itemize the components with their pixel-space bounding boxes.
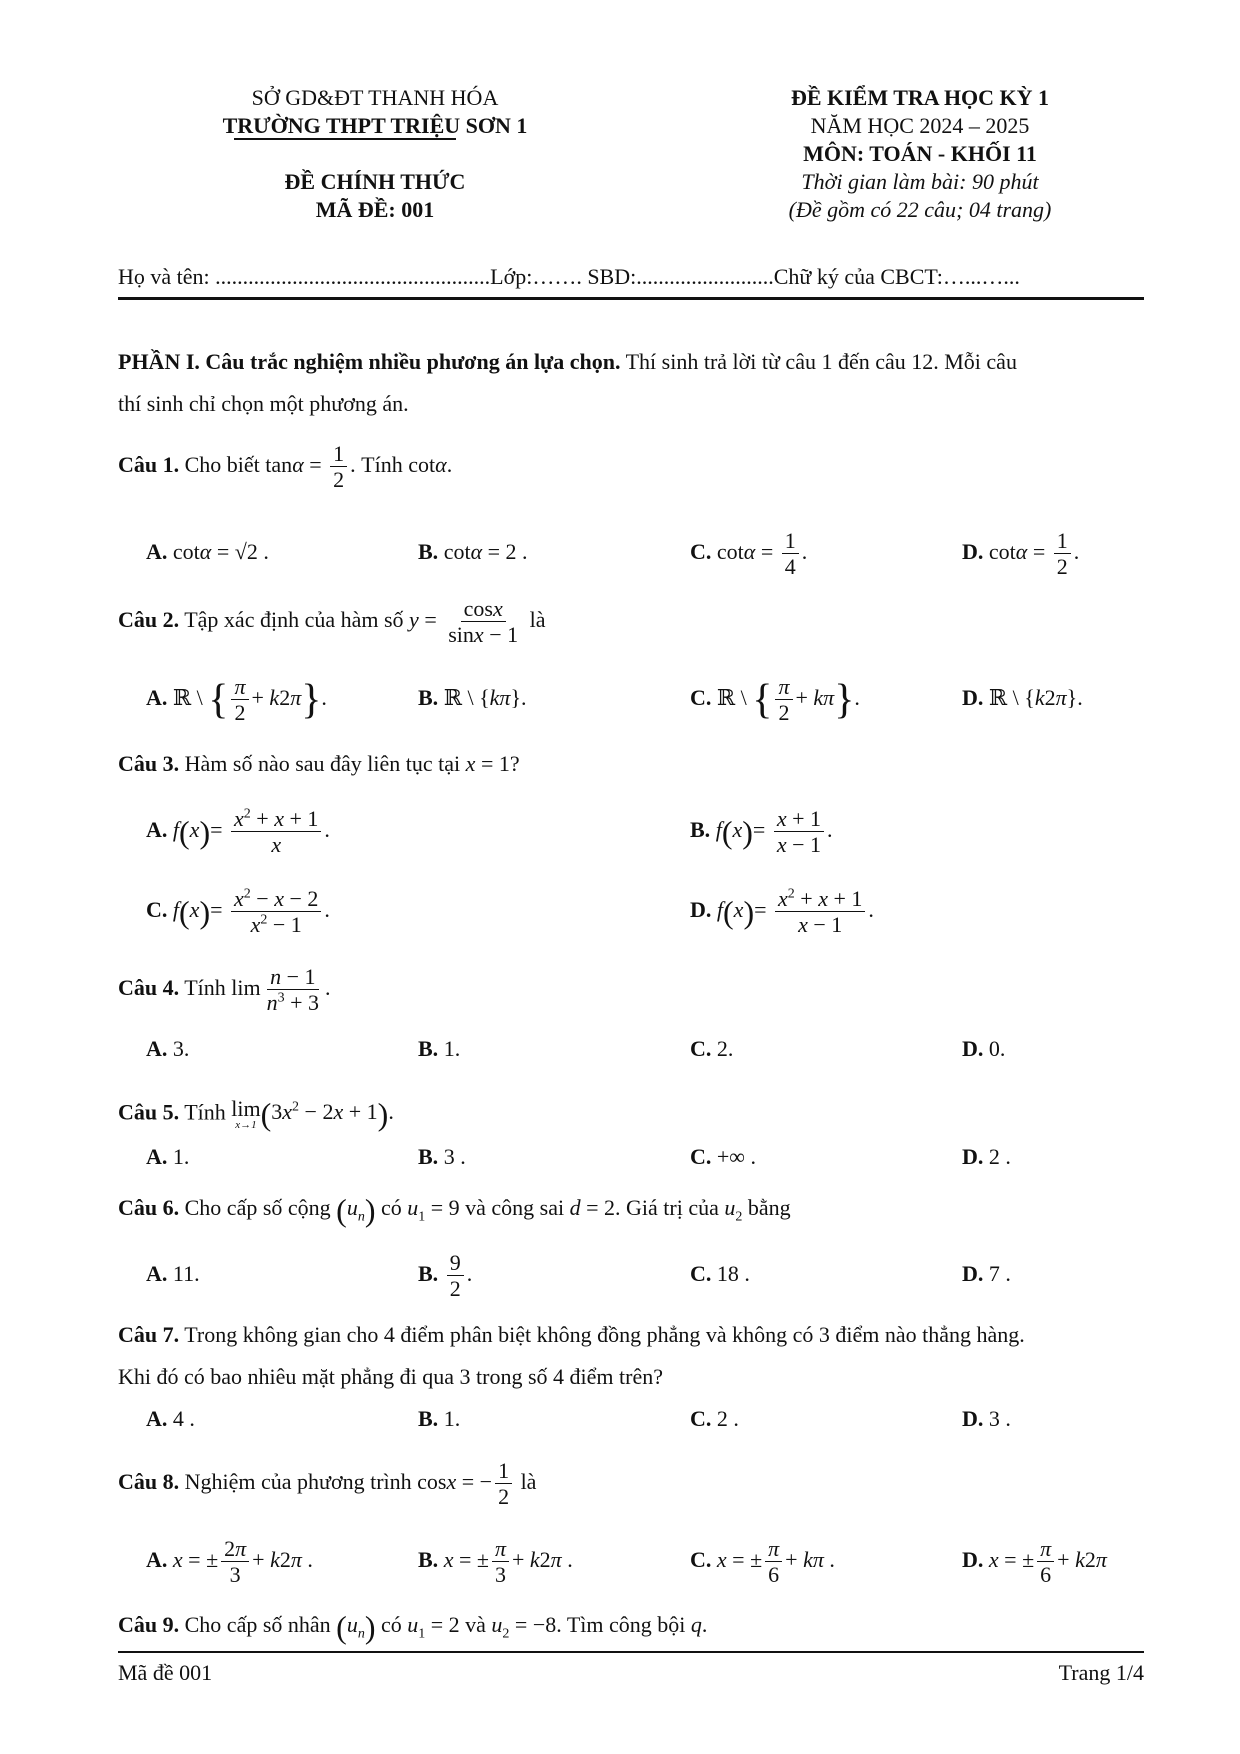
option-label: D. <box>962 685 984 710</box>
option-label: A. <box>146 1547 168 1572</box>
question-label: Câu 5. <box>118 1099 180 1125</box>
option-label: D. <box>962 1144 984 1169</box>
question-6 <box>118 1190 791 1235</box>
question-text: ? <box>509 751 520 776</box>
option-a[interactable] <box>146 1244 200 1304</box>
option-label: A. <box>146 1144 168 1169</box>
option-d[interactable]: D. x = ± $\frac{\pi}{6}$ + k2π <box>962 1536 1107 1588</box>
option-label: D. <box>690 897 712 922</box>
option-label: A. <box>146 1406 168 1431</box>
option-label: C. <box>690 685 712 710</box>
formula: $u_2$ <box>724 1195 743 1225</box>
question-text: . Tìm công bội <box>556 1612 691 1637</box>
question-7-line-2: Khi đó có bao nhiêu mặt phẳng đi qua 3 trong số 4 điểm trên? <box>118 1364 663 1389</box>
option-label: B. <box>418 1547 439 1572</box>
option-d[interactable]: D. f(x)= $\frac{x^2 + x + 1}{x - 1}$ . <box>690 886 874 938</box>
option-c[interactable] <box>690 1144 756 1170</box>
option-label: A. <box>146 817 168 842</box>
option-text: 1. <box>443 1036 461 1061</box>
option-text: 7 . <box>988 1261 1011 1286</box>
option-text: 0. <box>988 1036 1006 1061</box>
question-label: Câu 4. <box>118 975 180 1000</box>
question-text: Hàm số nào sau đây liên tục tại <box>179 751 466 776</box>
question-8 <box>118 1452 536 1512</box>
formula: $u_2 = -8$ <box>491 1612 557 1642</box>
question-1 <box>118 435 452 495</box>
option-label: A. <box>146 1261 168 1286</box>
question-2 <box>118 590 546 650</box>
option-label: D. <box>962 539 984 564</box>
option-b[interactable]: B. cotα = 2 . <box>418 539 528 564</box>
option-text: 18 . <box>716 1261 750 1286</box>
option-label: C. <box>690 1547 712 1572</box>
option-label: C. <box>690 1036 712 1061</box>
department-name: SỞ GD&ĐT THANH HÓA <box>251 85 499 110</box>
formula: $(u_n)$ <box>336 1608 376 1645</box>
school-name-text: TRƯỜNG THPT TRIỆU SƠN 1 <box>222 113 528 138</box>
question-text: q <box>690 1612 702 1637</box>
option-label: A. <box>146 1036 168 1061</box>
formula: $(u_n)$ <box>336 1191 376 1228</box>
option-c[interactable]: C. cotα = $\frac{1}{4}$ . <box>690 528 808 580</box>
option-label: C. <box>690 1406 712 1431</box>
formula: $u_1 = 9$ <box>407 1195 460 1225</box>
formula: $u_1 = 2$ <box>407 1612 460 1642</box>
option-b[interactable]: B. x = ± $\frac{\pi}{3}$ + k2π . <box>418 1536 573 1588</box>
formula: lim $\frac{n - 1}{n^3 + 3}$ . <box>231 964 331 1016</box>
question-text: Tính <box>179 975 232 1000</box>
option-label: B. <box>418 1036 439 1061</box>
part1-title: PHẦN I. Câu trắc nghiệm nhiều phương án lựa chọn. <box>118 349 621 374</box>
question-4 <box>118 958 331 1018</box>
option-b[interactable] <box>418 1144 466 1170</box>
exam-title: ĐỀ KIỂM TRA HỌC KỲ 1 <box>790 85 1050 110</box>
question-label: Câu 8. <box>118 1469 180 1494</box>
option-b[interactable]: B. f(x)= $\frac{x + 1}{x - 1}$ . <box>690 806 833 858</box>
formula: cotα <box>408 452 447 477</box>
formula: x = 1 <box>465 751 510 776</box>
formula: cosx = − $\frac{1}{2}$ <box>417 1469 515 1494</box>
option-a[interactable] <box>146 1406 195 1432</box>
header-right <box>700 84 1140 224</box>
question-text: Cho cấp số nhân <box>179 1612 337 1637</box>
question-text: Nghiệm của phương trình <box>179 1469 418 1494</box>
school-name <box>170 112 580 140</box>
footer-page-number: Trang 1/4 <box>1058 1660 1144 1685</box>
page-count: (Đề gồm có 22 câu; 04 trang) <box>788 197 1052 222</box>
option-d[interactable] <box>962 1144 1011 1170</box>
option-a[interactable] <box>146 1144 189 1170</box>
question-text: Cho cấp số cộng <box>179 1195 337 1220</box>
option-label: D. <box>962 1406 984 1431</box>
option-c[interactable] <box>690 1244 750 1304</box>
question-text: Tính <box>179 1099 232 1125</box>
header-divider <box>118 297 1144 300</box>
option-text: 1. <box>172 1144 190 1169</box>
option-c[interactable]: C. x = ± $\frac{\pi}{6}$ + kπ . <box>690 1536 835 1588</box>
option-b[interactable]: B. ℝ \ {kπ}. <box>418 685 527 710</box>
option-text: 3 . <box>443 1144 466 1169</box>
student-info-line: Họ và tên: ..................................................Lớp:……. SBD:.........................Chữ ký của CBCT:…...…... <box>118 264 1020 289</box>
option-b[interactable] <box>418 1036 460 1062</box>
option-a[interactable] <box>146 1036 189 1062</box>
question-text: là <box>524 607 546 632</box>
formula: tanα = $\frac{1}{2}$ <box>265 452 350 477</box>
question-3 <box>118 751 520 777</box>
question-text: bằng <box>742 1195 791 1220</box>
school-underline <box>234 138 456 140</box>
option-label: D. <box>962 1261 984 1286</box>
question-text: là <box>515 1469 537 1494</box>
question-label: Câu 6. <box>118 1195 180 1220</box>
option-c[interactable] <box>690 1036 733 1062</box>
school-year: NĂM HỌC 2024 – 2025 <box>810 113 1030 138</box>
option-text: 1. <box>443 1406 461 1431</box>
option-label: B. <box>418 1144 439 1169</box>
option-label: A. <box>146 539 168 564</box>
header-left <box>170 84 580 140</box>
option-label: C. <box>690 1144 712 1169</box>
option-text: 2 . <box>716 1406 739 1431</box>
question-text: và công sai <box>459 1195 570 1220</box>
option-label: B. <box>418 1406 439 1431</box>
option-text: 2 . <box>988 1144 1011 1169</box>
option-d[interactable] <box>962 1244 1011 1304</box>
question-9 <box>118 1607 707 1652</box>
option-label: B. <box>690 817 711 842</box>
subject: MÔN: TOÁN - KHỐI 11 <box>803 141 1037 166</box>
footer-divider <box>118 1651 1144 1653</box>
official-label: ĐỀ CHÍNH THỨC <box>284 169 466 194</box>
option-d[interactable] <box>962 1406 1011 1432</box>
question-label: Câu 2. <box>118 607 180 632</box>
question-text: . <box>701 1612 708 1637</box>
question-label: Câu 7. <box>118 1322 180 1347</box>
exam-code: MÃ ĐỀ: 001 <box>315 197 435 222</box>
question-text: có <box>375 1612 408 1637</box>
question-text: Tập xác định của hàm số <box>179 607 410 632</box>
option-label: C. <box>690 1261 712 1286</box>
option-text: 2. <box>716 1036 734 1061</box>
option-a[interactable]: A. x = ± $\frac{2\pi}{3}$ + k2π . <box>146 1536 313 1588</box>
option-a[interactable]: A. ℝ \ { $\frac{\pi}{2}$ + k2π}. <box>146 674 327 726</box>
option-b[interactable] <box>418 1406 460 1432</box>
formula: lim x→1 $(3x^2 - 2x + 1)$. <box>231 1095 394 1133</box>
option-label: C. <box>146 897 168 922</box>
option-b[interactable]: B. $\frac{9}{2}$ . <box>418 1250 473 1302</box>
option-label: B. <box>418 1261 439 1286</box>
footer-exam-code: Mã đề 001 <box>118 1660 213 1685</box>
option-label: D. <box>962 1036 984 1061</box>
question-text: . Giá trị của <box>615 1195 725 1220</box>
option-c[interactable] <box>690 1406 739 1432</box>
option-c[interactable]: C. f(x)= $\frac{x^2 - x - 2}{x^2 - 1}$ . <box>146 886 330 938</box>
duration: Thời gian làm bài: 90 phút <box>801 169 1039 194</box>
option-label: C. <box>690 539 712 564</box>
formula: y = $\frac{\cos x}{\sin x - 1}$ <box>409 596 519 648</box>
option-d[interactable]: D. cotα = $\frac{1}{2}$ . <box>962 528 1080 580</box>
question-text: . Tính <box>350 452 409 477</box>
question-text: Cho biết <box>179 452 266 477</box>
option-text: 11. <box>172 1261 200 1286</box>
question-label: Câu 3. <box>118 751 180 776</box>
option-text: 3. <box>172 1036 190 1061</box>
option-text: +∞ . <box>716 1144 756 1169</box>
option-a[interactable]: A. f(x)= $\frac{x^2 + x + 1}{x}$ . <box>146 806 330 858</box>
question-5 <box>118 1086 394 1134</box>
part1-instruction-2: thí sinh chỉ chọn một phương án. <box>118 391 409 416</box>
option-label: B. <box>418 539 439 564</box>
question-text: có <box>375 1195 408 1220</box>
option-text: 3 . <box>988 1406 1011 1431</box>
option-text: 4 . <box>172 1406 195 1431</box>
question-text: . <box>446 452 453 477</box>
question-label: Câu 1. <box>118 452 180 477</box>
option-a[interactable]: A. cotα = √2 . <box>146 539 269 564</box>
question-7 <box>118 1322 1025 1348</box>
question-text: Trong không gian cho 4 điểm phân biệt không đồng phẳng và không có 3 điểm nào thẳng hàng. <box>179 1322 1025 1347</box>
question-label: Câu 9. <box>118 1612 180 1637</box>
option-d[interactable]: D. ℝ \ {k2π}. <box>962 685 1083 710</box>
question-text: và <box>459 1612 492 1637</box>
part1-intro <box>118 349 1017 375</box>
option-label: B. <box>418 685 439 710</box>
option-d[interactable] <box>962 1036 1005 1062</box>
formula: d = 2 <box>569 1195 616 1220</box>
option-label: D. <box>962 1547 984 1572</box>
option-c[interactable]: C. ℝ \ { $\frac{\pi}{2}$ + kπ}. <box>690 674 860 726</box>
part1-instruction: Thí sinh trả lời từ câu 1 đến câu 12. Mỗi câu <box>620 349 1017 374</box>
option-label: A. <box>146 685 168 710</box>
